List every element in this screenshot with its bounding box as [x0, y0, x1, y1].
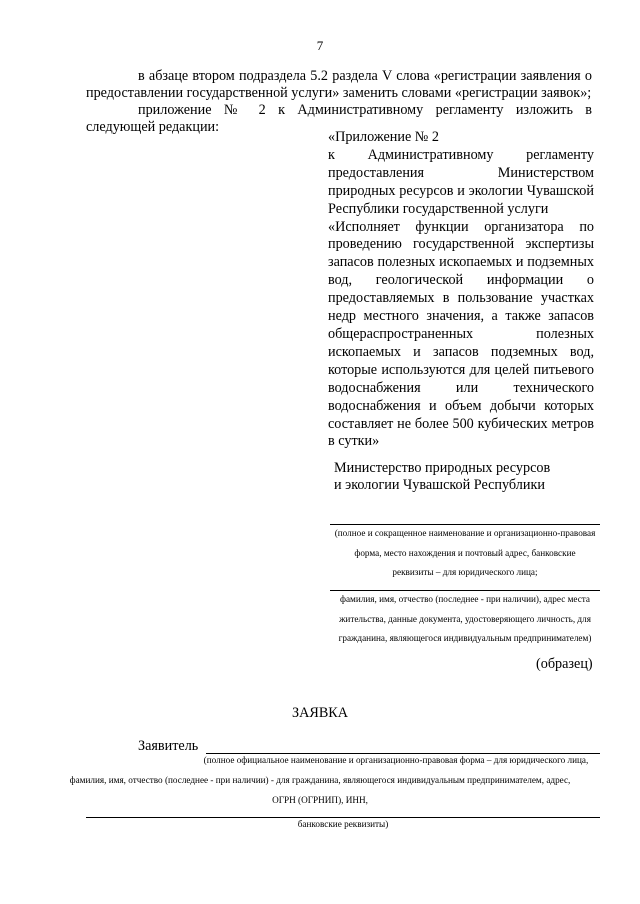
page-number: 7 [316, 38, 324, 53]
person-field-hint [330, 590, 600, 649]
addressee-line-1: Министерство природных ресурсов [334, 460, 551, 476]
hint-line: фамилия, имя, отчество (последнее - при наличии), адрес места [340, 594, 590, 604]
hint-line: (полное и сокращенное наименование и организационно-правовая [334, 528, 596, 538]
appendix-regulation-ref: к Административному регламенту предоставления Министерством природных ресурсов и экологии Чувашской Республики государственной услуги [328, 146, 594, 217]
paragraph-appendix-intro: приложение № 2 к Административному регламенту изложить в следующей редакции: [86, 102, 592, 135]
appendix-header [328, 129, 594, 451]
applicant-hint-4: банковские реквизиты) [297, 819, 389, 829]
addressee-block [334, 460, 614, 494]
hint-line: жительства, данные документа, удостоверяющего личность, для [339, 613, 591, 624]
hint-line: форма, место нахождения и почтовый адрес, банковские [354, 547, 576, 558]
applicant-hint-3: ОГРН (ОГРНИП), ИНН, [272, 795, 368, 805]
sample-label: (образец) [536, 656, 593, 672]
appendix-service-name: «Исполняет функции организатора по проведению государственной экспертизы запасов полезных ископаемых и подземных вод, геологической информации о предоставляемых в пользование участках недр местного значения, а также запасов общераспространенных полезных ископаемых и запасов подземных вод, которые используются для целей питьевого водоснабжения или технического водоснабжения и объем добычи которых составляет не более 500 кубических метров в сутки» [328, 218, 594, 450]
applicant-label: Заявитель [138, 738, 199, 754]
form-title: ЗАЯВКА [292, 705, 348, 721]
paragraph-amendment: в абзаце втором подраздела 5.2 раздела V слова «регистрации заявления о предоставлении государственной услуги» заменить словами «регистрации заявок»; [86, 68, 592, 101]
addressee-line-2: и экологии Чувашской Республики [334, 477, 545, 493]
hint-line: реквизиты – для юридического лица; [392, 567, 538, 577]
applicant-hint-1: (полное официальное наименование и организационно-правовая форма – для юридического лица, [203, 755, 589, 765]
legal-entity-field-hint [330, 524, 600, 583]
hint-line: гражданина, являющегося индивидуальным предпринимателем) [338, 633, 592, 643]
applicant-hint-2: фамилия, имя, отчество (последнее - при наличии) - для гражданина, являющегося индивидуальным предпринимателем, адрес, [69, 775, 571, 785]
appendix-heading: «Приложение № 2 [328, 129, 439, 145]
